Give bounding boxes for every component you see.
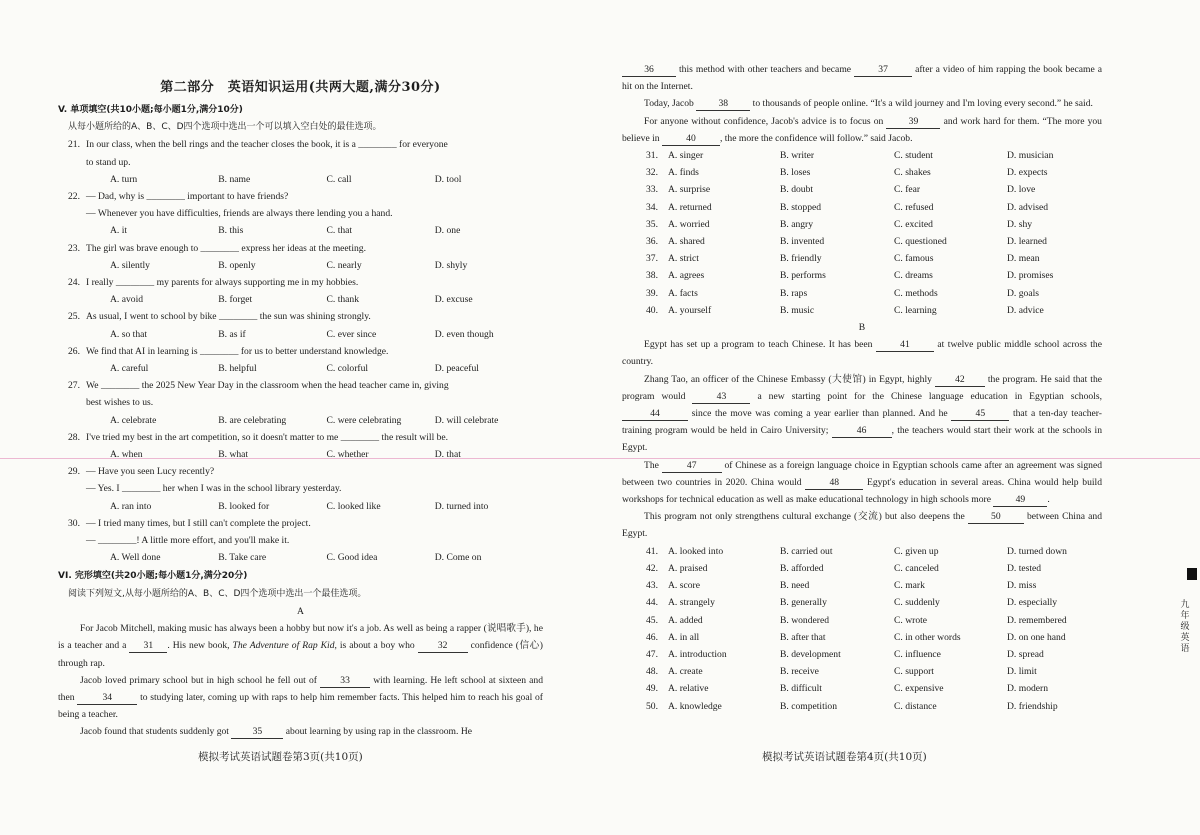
question-text: I really ________ my parents for always supporting me in my hobbies. bbox=[86, 277, 359, 289]
question-stem bbox=[58, 463, 543, 480]
option-d[interactable]: D. Come on bbox=[434, 552, 482, 564]
passage-text: confidence (信心) through rap. bbox=[58, 640, 543, 669]
part-title: 第二部分 英语知识运用(共两大题,满分30分) bbox=[160, 80, 441, 95]
option-c[interactable]: C. call bbox=[326, 173, 352, 185]
options-row bbox=[622, 199, 1102, 216]
passage-text: , the teachers would start their work at the schools in Egypt. bbox=[622, 425, 1102, 454]
option-d[interactable]: D. learned bbox=[1007, 236, 1047, 248]
option-b[interactable]: B. angry bbox=[780, 218, 814, 230]
blank-46[interactable]: 46 bbox=[832, 425, 892, 438]
question-number: 29. bbox=[68, 466, 80, 478]
option-b[interactable]: B. stopped bbox=[780, 201, 822, 213]
passage-text: between China and Egypt. bbox=[622, 511, 1102, 540]
options-row bbox=[622, 267, 1102, 284]
option-a[interactable]: A. finds bbox=[668, 167, 699, 179]
blank-47[interactable]: 47 bbox=[662, 460, 722, 473]
option-a[interactable]: A. strangely bbox=[668, 597, 715, 609]
option-c[interactable]: C. learning bbox=[894, 304, 937, 316]
passage-text: this method with other teachers and became bbox=[679, 64, 852, 75]
option-a[interactable]: A. it bbox=[110, 225, 128, 237]
blank-41[interactable]: 41 bbox=[876, 339, 934, 352]
question-list bbox=[58, 136, 543, 566]
question-number: 25. bbox=[68, 311, 80, 323]
option-c[interactable]: C. refused bbox=[894, 201, 934, 213]
passage-text: . bbox=[1047, 494, 1050, 506]
question-stem bbox=[58, 136, 543, 153]
option-row-number: 35. bbox=[646, 218, 658, 230]
blank-36[interactable]: 36 bbox=[622, 64, 676, 77]
option-d[interactable]: D. promises bbox=[1007, 270, 1054, 282]
question-options bbox=[58, 549, 543, 566]
option-b[interactable]: B. helpful bbox=[218, 363, 257, 375]
question-text: I've tried my best in the art competition, so it doesn't matter to me ________ the result will be. bbox=[86, 431, 449, 443]
options-row bbox=[622, 698, 1102, 715]
option-d[interactable]: D. turned down bbox=[1007, 545, 1067, 557]
left-page-footer: 模拟考试英语试题卷第3页(共10页) bbox=[198, 751, 363, 763]
option-b[interactable]: B. forget bbox=[218, 294, 253, 306]
section6-heading: VI. 完形填空(共20小题;每小题1分,满分20分) bbox=[58, 571, 248, 582]
option-d[interactable]: D. miss bbox=[1007, 580, 1037, 592]
option-c[interactable]: C. looked like bbox=[326, 500, 381, 512]
option-d[interactable]: D. especially bbox=[1007, 597, 1058, 609]
passage-text: , is about a boy who bbox=[334, 640, 415, 652]
question-options bbox=[58, 412, 543, 429]
option-a[interactable]: A. strict bbox=[668, 253, 699, 265]
question-item bbox=[58, 429, 543, 463]
section6-instruction: 阅读下列短文,从每小题所给的A、B、C、D四个选项中选出一个最佳选项。 bbox=[68, 588, 367, 599]
option-a[interactable]: A. Well done bbox=[110, 552, 161, 564]
option-b[interactable]: B. after that bbox=[780, 631, 826, 643]
question-text: We find that AI in learning is ________ for us to better understand knowledge. bbox=[86, 345, 389, 357]
option-b[interactable]: B. need bbox=[780, 580, 810, 592]
passage-text: and work hard for them. “The more you believe in bbox=[622, 115, 1102, 144]
question-text-line-2: — Yes. I ________ her when I was in the school library yesterday. bbox=[86, 483, 342, 495]
option-c[interactable]: C. in other words bbox=[894, 631, 961, 643]
option-d[interactable]: D. one bbox=[434, 225, 461, 237]
options-row bbox=[622, 233, 1102, 250]
option-a[interactable]: A. score bbox=[668, 580, 700, 592]
passage-text: the program. He said that the program would bbox=[622, 373, 1103, 402]
passage-text: Jacob loved primary school but in high school he fell out of bbox=[80, 674, 317, 686]
blank-44[interactable]: 44 bbox=[622, 408, 688, 421]
option-d[interactable]: D. modern bbox=[1007, 683, 1049, 695]
question-options bbox=[58, 326, 543, 343]
passage-text: For anyone without confidence, Jacob's advice is to focus on bbox=[644, 115, 884, 127]
option-d[interactable]: D. turned into bbox=[434, 500, 489, 512]
option-a[interactable]: A. surprise bbox=[668, 184, 711, 196]
option-b[interactable]: B. wondered bbox=[780, 614, 830, 626]
option-c[interactable]: C. colorful bbox=[326, 363, 369, 375]
passage-text: a new starting point for the Chinese language education in Egyptian schools, bbox=[757, 390, 1102, 402]
option-b[interactable]: B. are celebrating bbox=[218, 414, 287, 426]
option-a[interactable]: A. avoid bbox=[110, 294, 144, 306]
option-c[interactable]: C. fear bbox=[894, 184, 921, 196]
passage-a-paragraph-5 bbox=[622, 113, 1102, 147]
question-options bbox=[58, 498, 543, 515]
option-row-number: 48. bbox=[646, 666, 658, 678]
option-c[interactable]: C. Good idea bbox=[326, 552, 378, 564]
question-item bbox=[58, 240, 543, 274]
option-row-number: 37. bbox=[646, 253, 658, 265]
options-row bbox=[622, 663, 1102, 680]
option-a[interactable]: A. ran into bbox=[110, 500, 152, 512]
question-stem bbox=[58, 240, 543, 257]
options-row bbox=[622, 250, 1102, 267]
options-a-table bbox=[622, 147, 1102, 319]
passage-a-paragraph-2 bbox=[58, 672, 543, 724]
options-row bbox=[622, 629, 1102, 646]
question-text: — Have you seen Lucy recently? bbox=[86, 466, 215, 478]
question-text: — I tried many times, but I still can't complete the project. bbox=[86, 517, 311, 529]
options-row bbox=[622, 147, 1102, 164]
option-d[interactable]: D. shyly bbox=[434, 259, 468, 271]
option-b[interactable]: B. loses bbox=[780, 167, 811, 179]
option-d[interactable]: D. spread bbox=[1007, 648, 1044, 660]
question-item bbox=[58, 136, 543, 188]
left-page bbox=[58, 0, 543, 835]
option-d[interactable]: D. on one hand bbox=[1007, 631, 1066, 643]
option-row-number: 44. bbox=[646, 597, 658, 609]
option-b[interactable]: B. invented bbox=[780, 236, 825, 248]
option-a[interactable]: A. relative bbox=[668, 683, 709, 695]
blank-40[interactable]: 40 bbox=[662, 133, 720, 146]
passage-a-paragraph-1 bbox=[58, 620, 543, 672]
option-b[interactable]: B. as if bbox=[218, 328, 246, 340]
section5-instruction: 从每小题所给的A、B、C、D四个选项中选出一个可以填入空白处的最佳选项。 bbox=[68, 122, 382, 133]
section5-heading: V. 单项填空(共10小题;每小题1分,满分10分) bbox=[58, 105, 243, 115]
right-page bbox=[622, 0, 1102, 835]
side-label: 九年级英语 bbox=[1180, 600, 1190, 654]
question-text: The girl was brave enough to ________ express her ideas at the meeting. bbox=[86, 242, 367, 254]
passage-text: after a video of him rapping the book became a hit on the Internet. bbox=[622, 64, 1102, 93]
option-row-number: 49. bbox=[646, 683, 658, 695]
option-row-number: 31. bbox=[646, 150, 658, 162]
option-b[interactable]: B. name bbox=[218, 173, 251, 185]
passage-b-paragraph-2 bbox=[622, 371, 1102, 457]
option-a[interactable]: A. knowledge bbox=[668, 700, 722, 712]
option-c[interactable]: C. expensive bbox=[894, 683, 944, 695]
option-a[interactable]: A. praised bbox=[668, 562, 708, 574]
options-row bbox=[622, 181, 1102, 198]
options-row bbox=[622, 560, 1102, 577]
option-c[interactable]: C. given up bbox=[894, 545, 939, 557]
question-item bbox=[58, 515, 543, 567]
question-text: We ________ the 2025 New Year Day in the classroom when the head teacher came in, giving bbox=[86, 380, 449, 392]
option-d[interactable]: D. shy bbox=[1007, 218, 1033, 230]
blank-45[interactable]: 45 bbox=[951, 408, 1009, 421]
option-c[interactable]: C. were celebrating bbox=[326, 414, 402, 426]
options-row bbox=[622, 543, 1102, 560]
options-row bbox=[622, 612, 1102, 629]
options-row bbox=[622, 646, 1102, 663]
option-b[interactable]: B. what bbox=[218, 449, 249, 461]
blank-31[interactable]: 31 bbox=[129, 640, 167, 653]
option-a[interactable]: A. in all bbox=[668, 631, 700, 643]
passage-a-continued bbox=[622, 61, 1102, 95]
option-row-number: 33. bbox=[646, 184, 658, 196]
option-row-number: 43. bbox=[646, 580, 658, 592]
passage-text: at twelve public middle school across the country. bbox=[622, 339, 1102, 368]
option-b[interactable]: B. openly bbox=[218, 259, 256, 271]
option-row-number: 42. bbox=[646, 562, 658, 574]
passage-text: , the more the confidence will follow.” said Jacob. bbox=[719, 132, 913, 144]
option-a[interactable]: A. singer bbox=[668, 150, 704, 162]
option-a[interactable]: A. shared bbox=[668, 236, 705, 248]
passage-text: Egypt has set up a program to teach Chinese. It has been bbox=[644, 339, 873, 351]
option-b[interactable]: B. this bbox=[218, 225, 244, 237]
option-a[interactable]: A. returned bbox=[668, 201, 712, 213]
blank-39[interactable]: 39 bbox=[886, 116, 940, 129]
option-b[interactable]: B. friendly bbox=[780, 253, 822, 265]
option-b[interactable]: B. difficult bbox=[780, 683, 822, 695]
option-c[interactable]: C. ever since bbox=[326, 328, 377, 340]
passage-text: to studying later, coming up with raps to help him remember facts. This helped him to reach his goal of being a teacher. bbox=[58, 691, 543, 721]
option-d[interactable]: D. musician bbox=[1007, 150, 1054, 162]
question-stem bbox=[58, 429, 543, 446]
question-stem bbox=[58, 515, 543, 532]
option-d[interactable]: D. even though bbox=[434, 328, 494, 340]
option-d[interactable]: D. peaceful bbox=[434, 363, 479, 375]
question-options bbox=[58, 360, 543, 377]
option-c[interactable]: C. questioned bbox=[894, 236, 947, 248]
blank-42[interactable]: 42 bbox=[935, 374, 985, 387]
option-c[interactable]: C. methods bbox=[894, 287, 938, 299]
question-number: 22. bbox=[68, 191, 80, 203]
option-c[interactable]: C. nearly bbox=[326, 259, 362, 271]
passage-text: For Jacob Mitchell, making music has always been a hobby but now it's a job. As well as being a rapper (说唱歌手), he is a teacher and a bbox=[58, 623, 543, 652]
options-row bbox=[622, 577, 1102, 594]
option-c[interactable]: C. famous bbox=[894, 253, 934, 265]
question-text-line-2: — ________! A little more effort, and you'll make it. bbox=[86, 535, 290, 547]
option-a[interactable]: A. silently bbox=[110, 259, 150, 271]
book-title: The Adventure of Rap Kid bbox=[232, 640, 335, 652]
question-number: 26. bbox=[68, 345, 80, 357]
question-options bbox=[58, 446, 543, 463]
blank-37[interactable]: 37 bbox=[854, 64, 912, 77]
passage-a-label: A bbox=[297, 605, 304, 617]
blank-43[interactable]: 43 bbox=[692, 391, 750, 404]
option-d[interactable]: D. will celebrate bbox=[434, 414, 499, 426]
passage-text: The bbox=[644, 459, 659, 471]
option-d[interactable]: D. expects bbox=[1007, 167, 1048, 179]
passage-text: Jacob found that students suddenly got bbox=[80, 726, 229, 738]
question-item bbox=[58, 188, 543, 240]
passage-text: . His new book, bbox=[167, 640, 230, 652]
blank-48[interactable]: 48 bbox=[805, 477, 863, 490]
question-number: 27. bbox=[68, 380, 80, 392]
option-b[interactable]: B. Take care bbox=[218, 552, 267, 564]
option-row-number: 34. bbox=[646, 201, 658, 213]
options-row bbox=[622, 164, 1102, 181]
option-d[interactable]: D. advised bbox=[1007, 201, 1049, 213]
options-b-table bbox=[622, 543, 1102, 715]
option-a[interactable]: A. worried bbox=[668, 218, 710, 230]
passage-b-paragraph-3 bbox=[622, 457, 1102, 509]
option-d[interactable]: D. excuse bbox=[434, 294, 473, 306]
passage-text: that a ten-day teacher-training program would be held in Cairo University; bbox=[622, 408, 1102, 437]
question-number: 28. bbox=[68, 431, 80, 443]
option-a[interactable]: A. turn bbox=[110, 173, 138, 185]
option-c[interactable]: C. support bbox=[894, 666, 934, 678]
question-stem bbox=[58, 377, 543, 394]
option-a[interactable]: A. looked into bbox=[668, 545, 724, 557]
passage-a-paragraph-4 bbox=[622, 95, 1102, 112]
option-d[interactable]: D. limit bbox=[1007, 666, 1037, 678]
passage-b-paragraph-1 bbox=[622, 336, 1102, 370]
question-text-line-2: to stand up. bbox=[86, 156, 131, 168]
passage-text: since the move was coming a year earlier than planned. And he bbox=[691, 408, 948, 420]
question-item bbox=[58, 343, 543, 377]
question-item bbox=[58, 463, 543, 515]
question-item bbox=[58, 308, 543, 342]
question-options bbox=[58, 291, 543, 308]
question-stem bbox=[58, 188, 543, 205]
passage-text: Egypt's education in several areas. China would help build workshops for technical education as well as make educational technology in high schools more bbox=[622, 476, 1102, 506]
blank-38[interactable]: 38 bbox=[696, 98, 750, 111]
question-text: — Dad, why is ________ important to have friends? bbox=[86, 191, 289, 203]
option-d[interactable]: D. friendship bbox=[1007, 700, 1058, 712]
question-stem bbox=[58, 274, 543, 291]
option-a[interactable]: A. when bbox=[110, 449, 143, 461]
option-b[interactable]: B. music bbox=[780, 304, 815, 316]
option-d[interactable]: D. that bbox=[434, 449, 461, 461]
option-c[interactable]: C. excited bbox=[894, 218, 933, 230]
option-d[interactable]: D. advice bbox=[1007, 304, 1044, 316]
option-d[interactable]: D. mean bbox=[1007, 253, 1040, 265]
option-c[interactable]: C. suddenly bbox=[894, 597, 940, 609]
option-a[interactable]: A. so that bbox=[110, 328, 148, 340]
option-row-number: 32. bbox=[646, 167, 658, 179]
option-row-number: 38. bbox=[646, 270, 658, 282]
question-options bbox=[58, 171, 543, 188]
option-d[interactable]: D. tool bbox=[434, 173, 462, 185]
option-b[interactable]: B. doubt bbox=[780, 184, 814, 196]
passage-text: This program not only strengthens cultural exchange (交流) but also deepens the bbox=[644, 511, 965, 523]
question-text-line-2: — Whenever you have difficulties, friends are always there lending you a hand. bbox=[86, 208, 393, 220]
option-a[interactable]: A. create bbox=[668, 666, 703, 678]
option-a[interactable]: A. agrees bbox=[668, 270, 705, 282]
option-row-number: 45. bbox=[646, 614, 658, 626]
blank-33[interactable]: 33 bbox=[320, 675, 370, 688]
question-text: In our class, when the bell rings and the teacher closes the book, it is a ________ for everyone bbox=[86, 139, 448, 151]
option-row-number: 50. bbox=[646, 700, 658, 712]
passage-a-paragraph-3 bbox=[58, 723, 543, 740]
passage-b-label: B bbox=[858, 322, 866, 334]
question-item bbox=[58, 274, 543, 308]
question-stem bbox=[58, 308, 543, 325]
blank-50[interactable]: 50 bbox=[968, 511, 1024, 524]
option-row-number: 40. bbox=[646, 304, 658, 316]
passage-text: of Chinese as a foreign language choice in Egyptian schools came after an agreement was signed between two countries in 2020. China would bbox=[622, 459, 1102, 488]
option-a[interactable]: A. added bbox=[668, 614, 703, 626]
option-d[interactable]: D. remembered bbox=[1007, 614, 1067, 626]
options-row bbox=[622, 594, 1102, 611]
option-row-number: 36. bbox=[646, 236, 658, 248]
question-number: 24. bbox=[68, 277, 80, 289]
option-b[interactable]: B. performs bbox=[780, 270, 826, 282]
passage-text: to thousands of people online. “It's a wild journey and I'm loving every second.” he said. bbox=[752, 98, 1093, 110]
passage-text: about learning by using rap in the classroom. He bbox=[285, 726, 473, 738]
option-c[interactable]: C. that bbox=[326, 225, 353, 237]
options-row bbox=[622, 285, 1102, 302]
passage-text: Zhang Tao, an officer of the Chinese Embassy (大使馆) in Egypt, highly bbox=[644, 373, 932, 385]
blank-49[interactable]: 49 bbox=[993, 494, 1047, 507]
option-b[interactable]: B. receive bbox=[780, 666, 819, 678]
question-options bbox=[58, 222, 543, 239]
option-a[interactable]: A. facts bbox=[668, 287, 698, 299]
passage-text: Today, Jacob bbox=[644, 98, 694, 110]
question-text: As usual, I went to school by bike ________ the sun was shining strongly. bbox=[86, 311, 371, 323]
option-d[interactable]: D. goals bbox=[1007, 287, 1039, 299]
question-text-line-2: best wishes to us. bbox=[86, 397, 154, 409]
passage-b-paragraph-4 bbox=[622, 508, 1102, 542]
option-c[interactable]: C. whether bbox=[326, 449, 369, 461]
option-c[interactable]: C. thank bbox=[326, 294, 360, 306]
option-c[interactable]: C. wrote bbox=[894, 614, 928, 626]
blank-32[interactable]: 32 bbox=[418, 640, 468, 653]
option-c[interactable]: C. shakes bbox=[894, 167, 931, 179]
question-number: 30. bbox=[68, 517, 80, 529]
option-c[interactable]: C. influence bbox=[894, 648, 941, 660]
question-options bbox=[58, 257, 543, 274]
binding-mark bbox=[1187, 568, 1197, 580]
question-number: 23. bbox=[68, 242, 80, 254]
options-row bbox=[622, 302, 1102, 319]
option-b[interactable]: B. looked for bbox=[218, 500, 270, 512]
option-c[interactable]: C. mark bbox=[894, 580, 925, 592]
option-b[interactable]: B. generally bbox=[780, 597, 827, 609]
option-a[interactable]: A. celebrate bbox=[110, 414, 157, 426]
option-b[interactable]: B. carried out bbox=[780, 545, 833, 557]
options-row bbox=[622, 216, 1102, 233]
question-item bbox=[58, 377, 543, 429]
option-d[interactable]: D. love bbox=[1007, 184, 1036, 196]
option-b[interactable]: B. writer bbox=[780, 150, 815, 162]
option-row-number: 39. bbox=[646, 287, 658, 299]
option-b[interactable]: B. competition bbox=[780, 700, 838, 712]
question-number: 21. bbox=[68, 139, 80, 151]
option-a[interactable]: A. introduction bbox=[668, 648, 727, 660]
option-b[interactable]: B. development bbox=[780, 648, 841, 660]
blank-34[interactable]: 34 bbox=[77, 692, 137, 705]
option-c[interactable]: C. canceled bbox=[894, 562, 939, 574]
option-c[interactable]: C. dreams bbox=[894, 270, 933, 282]
option-row-number: 47. bbox=[646, 648, 658, 660]
option-row-number: 41. bbox=[646, 545, 658, 557]
option-c[interactable]: C. student bbox=[894, 150, 933, 162]
option-a[interactable]: A. careful bbox=[110, 363, 149, 375]
option-a[interactable]: A. yourself bbox=[668, 304, 712, 316]
options-row bbox=[622, 680, 1102, 697]
option-row-number: 46. bbox=[646, 631, 658, 643]
option-c[interactable]: C. distance bbox=[894, 700, 937, 712]
option-b[interactable]: B. afforded bbox=[780, 562, 824, 574]
right-page-footer: 模拟考试英语试题卷第4页(共10页) bbox=[762, 751, 927, 763]
passage-text: with learning. He left school at sixteen and then bbox=[58, 674, 543, 703]
question-stem bbox=[58, 343, 543, 360]
option-b[interactable]: B. raps bbox=[780, 287, 808, 299]
option-d[interactable]: D. tested bbox=[1007, 562, 1042, 574]
blank-35[interactable]: 35 bbox=[231, 726, 283, 739]
